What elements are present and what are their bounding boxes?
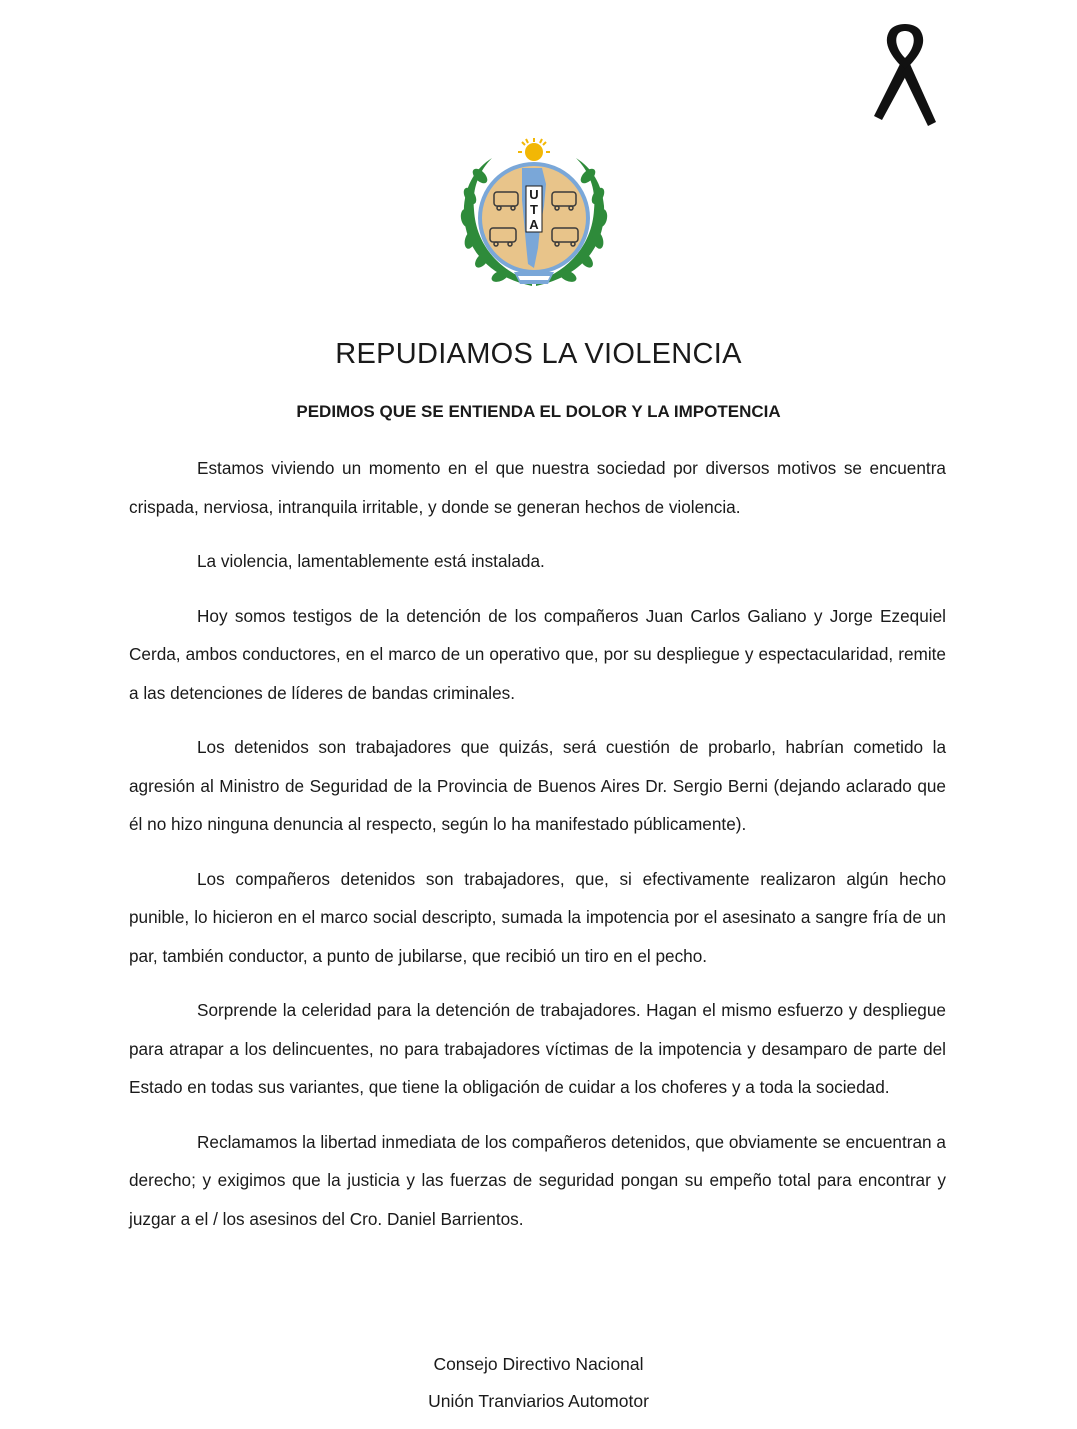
signature-union: Unión Tranviarios Automotor (428, 1391, 649, 1411)
uta-emblem (456, 136, 612, 296)
paragraph-4: Los detenidos son trabajadores que quizás, será cuestión de probarlo, habrían cometido la agresión al Ministro de Seguridad de la Provincia de Buenos Aires Dr. Sergio Berni (dejando aclarado que él no hizo ninguna denuncia al respecto, según lo ha manifestado públicamente). (129, 737, 946, 834)
sun-icon (518, 138, 550, 161)
paragraph-5: Los compañeros detenidos son trabajadores, que, si efectivamente realizaron algún hecho punible, lo hicieron en el marco social descripto, sumada la impotencia por el asesinato a sangre fría de un par, también conductor, a punto de jubilarse, que recibió un tiro en el pecho. (129, 868, 946, 966)
signature-council: Consejo Directivo Nacional (433, 1354, 644, 1374)
paragraph-1: Estamos viviendo un momento en el que nuestra sociedad por diversos motivos se encuentra crispada, nerviosa, intranquila irritable, y donde se generan hechos de violencia. (129, 458, 946, 517)
emblem-letter-t: T (530, 202, 538, 217)
mourning-ribbon-icon (868, 20, 942, 130)
document-subtitle: PEDIMOS QUE SE ENTIENDA EL DOLOR Y LA IMPOTENCIA (296, 402, 781, 421)
document-body (129, 449, 946, 1238)
paragraph-6: Sorprende la celeridad para la detención de trabajadores. Hagan el mismo esfuerzo y despliegue para atrapar a los delincuentes, no para trabajadores víctimas de la impotencia y desamparo de parte del Estado en todas sus variantes, que tiene la obligación de cuidar a los choferes y a toda la sociedad. (129, 1000, 946, 1097)
document-title: REPUDIAMOS LA VIOLENCIA (335, 338, 742, 370)
paragraph-2: La violencia, lamentablemente está instalada. (197, 551, 545, 571)
signature-block (0, 1346, 1077, 1420)
emblem-letter-u: U (529, 187, 539, 202)
paragraph-3: Hoy somos testigos de la detención de los compañeros Juan Carlos Galiano y Jorge Ezequiel Cerda, ambos conductores, en el marco de un operativo que, por su despliegue y espectacularidad, remite a las detenciones de líderes de bandas criminales. (129, 605, 946, 703)
paragraph-7: Reclamamos la libertad inmediata de los compañeros detenidos, que obviamente se encuentran a derecho; y exigimos que la justicia y las fuerzas de seguridad pongan su empeño total para encontrar y juzgar a el / los asesinos del Cro. Daniel Barrientos. (129, 1131, 946, 1229)
emblem-letter-a: A (529, 217, 539, 232)
